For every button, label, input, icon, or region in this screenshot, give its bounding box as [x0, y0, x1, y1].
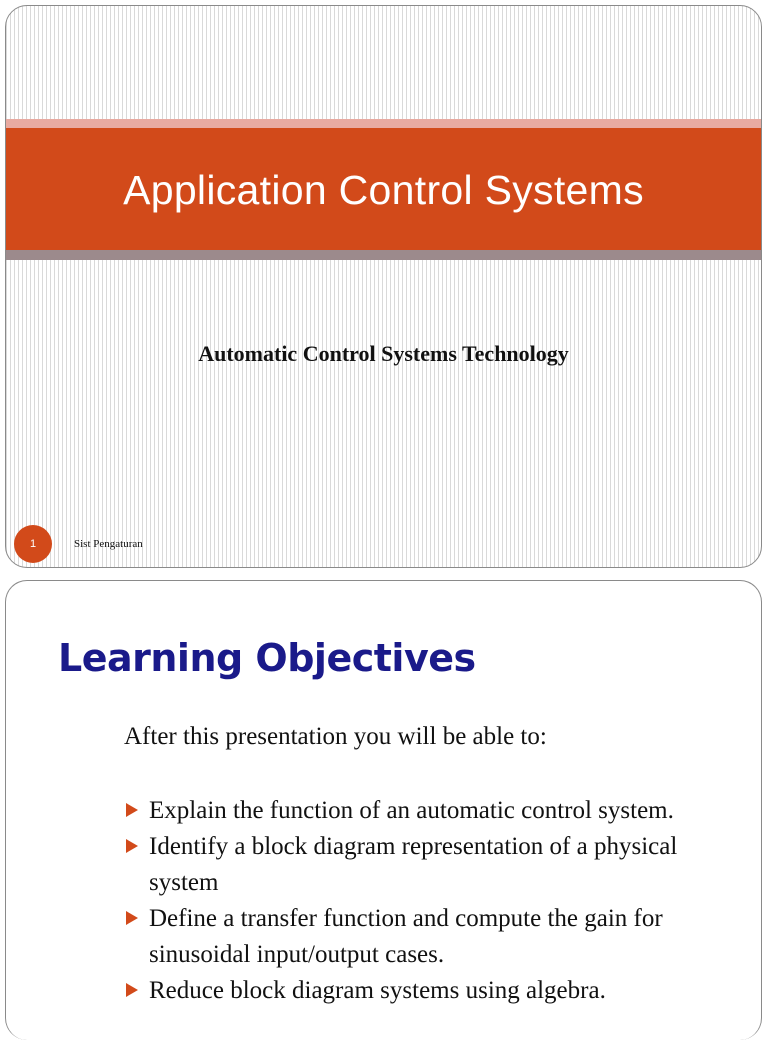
list-item-text: Define a transfer function and compute the gain for sinusoidal input/output cases. — [149, 905, 663, 968]
list-item — [124, 793, 724, 829]
title-band-bottom-accent — [6, 250, 761, 260]
objectives-heading: Learning Objectives — [58, 636, 476, 680]
title-slide — [5, 5, 762, 568]
list-item-text: Explain the function of an automatic control system. — [149, 797, 674, 824]
arrowhead-icon — [126, 803, 138, 817]
list-item-text: Identify a block diagram representation of a physical system — [149, 833, 678, 896]
arrowhead-icon — [126, 983, 138, 997]
slide-subtitle: Automatic Control Systems Technology — [198, 341, 569, 366]
objectives-list — [124, 793, 724, 1009]
list-item — [124, 901, 724, 973]
slide-footer: Sist Pengaturan — [74, 538, 143, 550]
arrowhead-icon — [126, 911, 138, 925]
objectives-intro: After this presentation you will be able to: — [124, 723, 547, 750]
list-item — [124, 829, 724, 901]
objectives-slide — [5, 580, 762, 1040]
title-band-top-accent — [6, 119, 761, 128]
slide-title: Application Control Systems — [123, 167, 644, 213]
arrowhead-icon — [126, 839, 138, 853]
list-item — [124, 973, 724, 1009]
slide-number-badge: 1 — [14, 525, 52, 563]
list-item-text: Reduce block diagram systems using algebra. — [149, 977, 606, 1004]
